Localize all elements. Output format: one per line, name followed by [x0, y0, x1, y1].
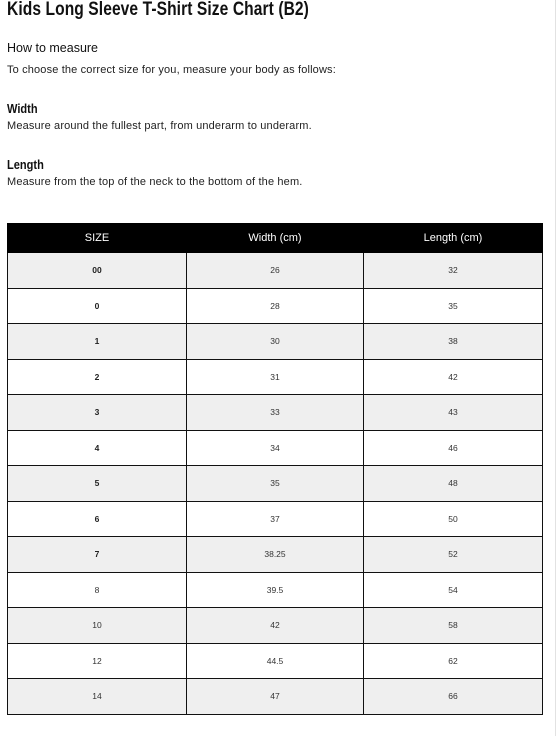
header-size: SIZE: [8, 224, 187, 253]
measure-intro-text: To choose the correct size for you, measure your body as follows:: [7, 64, 336, 76]
table-row: [8, 324, 543, 360]
length-term: Length: [7, 157, 44, 172]
width-cell: 42: [187, 608, 364, 644]
width-cell: 26: [187, 253, 364, 289]
table-row: [8, 572, 543, 608]
header-width: Width (cm): [187, 224, 364, 253]
how-to-measure-heading: How to measure: [7, 41, 99, 55]
width-cell: 47: [187, 679, 364, 715]
width-cell: 38.25: [187, 537, 364, 573]
length-cell: 48: [364, 466, 543, 502]
width-description: Measure around the fullest part, from underarm to underarm.: [7, 120, 312, 132]
width-cell: 39.5: [187, 572, 364, 608]
table-row: [8, 288, 543, 324]
length-cell: 46: [364, 430, 543, 466]
width-cell: 31: [187, 359, 364, 395]
length-cell: 35: [364, 288, 543, 324]
size-cell: 00: [8, 253, 187, 289]
length-cell: 42: [364, 359, 543, 395]
table-row: [8, 608, 543, 644]
size-cell: 4: [8, 430, 187, 466]
table-row: [8, 537, 543, 573]
size-cell: 10: [8, 608, 187, 644]
length-cell: 43: [364, 395, 543, 431]
size-cell: 2: [8, 359, 187, 395]
length-cell: 32: [364, 253, 543, 289]
width-cell: 30: [187, 324, 364, 360]
size-cell: 6: [8, 501, 187, 537]
length-cell: 52: [364, 537, 543, 573]
width-cell: 44.5: [187, 643, 364, 679]
width-cell: 28: [187, 288, 364, 324]
table-row: [8, 253, 543, 289]
table-row: [8, 466, 543, 502]
size-cell: 1: [8, 324, 187, 360]
length-cell: 50: [364, 501, 543, 537]
length-description: Measure from the top of the neck to the bottom of the hem.: [7, 176, 303, 188]
table-row: [8, 359, 543, 395]
table-row: [8, 643, 543, 679]
width-term: Width: [7, 101, 38, 116]
table-row: [8, 395, 543, 431]
table-header-row: [8, 224, 543, 253]
length-cell: 38: [364, 324, 543, 360]
size-cell: 3: [8, 395, 187, 431]
size-cell: 8: [8, 572, 187, 608]
table-row: [8, 430, 543, 466]
size-cell: 7: [8, 537, 187, 573]
size-cell: 0: [8, 288, 187, 324]
width-cell: 34: [187, 430, 364, 466]
table-row: [8, 501, 543, 537]
header-length: Length (cm): [364, 224, 543, 253]
size-cell: 14: [8, 679, 187, 715]
length-cell: 58: [364, 608, 543, 644]
width-cell: 33: [187, 395, 364, 431]
size-chart-table: [7, 223, 543, 715]
size-cell: 12: [8, 643, 187, 679]
table-row: [8, 679, 543, 715]
page-title: Kids Long Sleeve T-Shirt Size Chart (B2): [7, 0, 309, 20]
size-cell: 5: [8, 466, 187, 502]
width-cell: 37: [187, 501, 364, 537]
length-cell: 54: [364, 572, 543, 608]
length-cell: 66: [364, 679, 543, 715]
width-cell: 35: [187, 466, 364, 502]
length-cell: 62: [364, 643, 543, 679]
